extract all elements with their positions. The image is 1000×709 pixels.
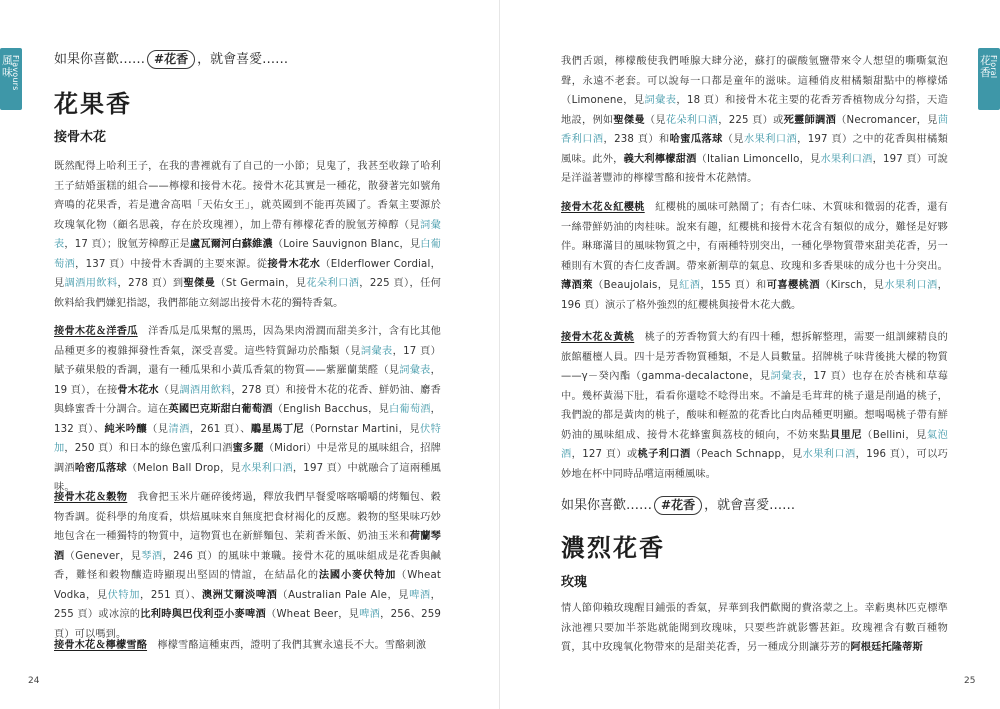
text-run: ，256、259 頁）可以嗎到。 (54, 609, 441, 640)
drink-name: 骨木花水 (117, 384, 159, 396)
text-run: ，17 頁）；脫氫芳樟醇正是 (64, 239, 190, 250)
if-you-like-prompt (54, 48, 288, 69)
text-run: 紅櫻桃的風味可熱鬧了；有杏仁味、木質味和微弱的花香，還有一絲帶鮮奶油的肉桂味。說來有趣，紅櫻桃和接骨木花含有類似的成分，難怪是好夥伴。琳瑯滿目的風味物質之中，有兩種特別突出，一種化學物質帶來甜美花香，另一種則有木質的杏仁皮香調。帶來新割草的氣息、玫瑰和多香果味的成分也十分突出。 (561, 202, 948, 272)
cross-reference-link[interactable]: 伏特加 (107, 589, 141, 601)
drink-name: 聖傑曼 (183, 278, 216, 289)
cross-reference-link[interactable]: 調酒用飲料 (64, 278, 118, 289)
prompt-suffix: ，就會喜愛…… (197, 52, 289, 67)
drink-name: 聖傑曼 (613, 114, 645, 126)
text-run: ，127 頁）或 (571, 449, 638, 460)
drink-name: 薄酒萊 (561, 280, 593, 291)
text-run: （Elderflower Cordial，見 (54, 258, 441, 289)
text-run: 洋香瓜是瓜果幫的黑馬，因為果肉滑潤而甜美多汁，含有比其他品種更多的複雜揮發性香氣，深受喜愛。這些特質歸功於酯類（見 (54, 326, 441, 357)
drink-name: 接骨木花水 (267, 258, 321, 270)
paragraph (561, 599, 948, 658)
cross-reference-link[interactable]: 茴香利口酒 (561, 114, 949, 145)
drink-name: 哈蜜瓜落球 (669, 134, 723, 145)
paragraph (54, 636, 441, 656)
paragraph (54, 488, 441, 644)
text-run: ，19 頁），在接 (54, 365, 441, 396)
text-run: 既然配得上哈利王子，在我的書裡就有了自己的一小節；見鬼了，我甚至收錄了哈利王子結婚蛋糕的組合——檸檬和接骨木花。接骨木花其實是一種花，散發著完如號角齊鳴的花果香，若是遺舍高唱「天佑女王」，就英國到不能再英國了。香氣主要源於玫瑰氧化物（顧名思義，存在於玫瑰裡），加上帶有檸檬花香的脫氫芳樟醇（見 (54, 161, 441, 231)
cross-reference-link[interactable]: 詞彙表 (770, 371, 803, 382)
paragraph (561, 198, 948, 315)
cross-reference-link[interactable]: 詞彙表 (399, 365, 431, 376)
drink-name: 比利時與巴伐利亞小麥啤酒 (140, 609, 266, 620)
text-run: ，196 頁），可以巧妙地在杯中同時品嚐這兩種風味。 (561, 449, 949, 480)
text-run: ，225 頁），任何飲料給我們嫌犯指認，我們都能立刻認出接骨木花的獨特香氣。 (54, 278, 442, 309)
text-run: 檸檬雪酪這種東西，證明了我們其實永遠長不大。雪酪刺激 (147, 640, 427, 651)
cross-reference-link[interactable]: 白葡萄酒 (54, 239, 442, 270)
pairing-heading: 接骨木花＆洋香瓜 (54, 326, 138, 337)
drink-name: 義大利檸檬甜酒 (623, 153, 697, 165)
paragraph (54, 322, 441, 498)
prompt-prefix: 如果你喜歡…… (561, 498, 653, 513)
text-run: ，155 頁）和 (700, 280, 767, 291)
text-run: ，278 頁）到 (117, 278, 184, 289)
drink-name: 盧瓦爾河白蘇維濃 (189, 239, 273, 250)
cross-reference-link[interactable]: 水果利口酒 (884, 280, 938, 291)
pairing-heading: 接骨木花＆黃桃 (561, 332, 635, 343)
text-run: （Bellini，見 (862, 429, 927, 441)
text-run: （Italian Limoncello，見 (696, 153, 821, 165)
cross-reference-link[interactable]: 花朵利口酒 (665, 114, 719, 126)
text-run: （見 (147, 423, 169, 435)
chapter-tab-flavours[interactable] (0, 48, 22, 110)
drink-name: 貝里尼 (829, 429, 863, 441)
cross-reference-link[interactable]: 伏特加 (54, 423, 442, 454)
drink-name: 荷蘭琴酒 (54, 531, 441, 562)
text-run: 我會把玉米片砸碎後烤過，釋放我們早餐愛喀喀嚼嚼的烤麵包、穀物香調。從科學的角度看，烘焙風味來自無度把食材褐化的反應。穀物的堅果味巧妙地包含在一種獨特的物質中，這物質也在新鮮麵包、茉莉香米飯、奶油玉米和 (54, 492, 441, 542)
hashtag-floral: #花香 (654, 496, 702, 515)
cross-reference-link[interactable]: 啤酒 (359, 609, 381, 620)
section-heading: 接骨木花 (54, 130, 107, 145)
text-run: （Peach Schnapp，見 (690, 449, 803, 460)
page-number: 25 (964, 676, 976, 686)
paragraph (561, 52, 948, 189)
cross-reference-link[interactable]: 詞彙表 (54, 219, 441, 250)
drink-name: 鵰星馬丁尼 (250, 423, 305, 435)
paragraph (561, 328, 948, 484)
text-run: 我們舌頭，檸檬酸使我們唾腺大肆分泌，蘇打的碳酸氫鹽帶來令人想望的嘶嘶氣泡聲，永遠不老套。可以說每一口都是童年的滋味。這種俏皮柑橘類甜點中的檸檬烯（Limonene，見 (561, 56, 948, 106)
drink-name: 桃子利口酒 (637, 449, 691, 460)
cross-reference-link[interactable]: 白葡萄酒 (389, 404, 431, 415)
text-run: ，197 頁）之中的花香與柑橘類風味。此外， (561, 134, 948, 165)
text-run: （St Germain，見 (215, 278, 307, 289)
page-title: 花果香 (54, 90, 132, 118)
drink-name: 英國巴克斯甜白葡萄酒 (168, 404, 273, 415)
text-run: ，196 頁）演示了格外強烈的紅櫻桃與接骨木花大戲。 (561, 280, 949, 311)
text-run: （Genever，見 (64, 550, 142, 562)
cross-reference-link[interactable]: 啤酒 (409, 589, 431, 601)
text-run: 情人節仰賴玫瑰醒目鋪張的香氣，昇華到我們歡閱的費洛蒙之上。幸虧奧林匹克標準泳池裡只要加半茶匙就能聞到玫瑰味，只要些許就影響甚鉅。玫瑰裡含有數百種物質，其中玫瑰氧化物帶來的是甜美花香，另一種成分則讓芬芳的 (561, 603, 948, 653)
pairing-heading: 接骨木花＆紅櫻桃 (561, 202, 645, 213)
text-run: （Melon Ball Drop，見 (126, 462, 241, 474)
drink-name: 死靈師調酒 (783, 114, 837, 126)
text-run: （Midori）中是常見的風味組合，招牌調酒 (54, 443, 441, 474)
text-run: （Australian Pale Ale，見 (277, 589, 410, 601)
hashtag-floral: #花香 (147, 50, 195, 69)
cross-reference-link[interactable]: 水果利口酒 (744, 134, 798, 145)
text-run: ，278 頁）和接骨木花的花香、鮮奶油、麝香與蜂蜜香十分調合。這在 (54, 384, 441, 415)
cross-reference-link[interactable]: 水果利口酒 (820, 153, 873, 165)
text-run: ，250 頁）和日本的綠色蜜瓜利口酒 (64, 443, 233, 454)
text-run: ，251 頁）、 (140, 589, 202, 601)
cross-reference-link[interactable]: 清酒 (168, 423, 190, 435)
text-run: （Kirsch，見 (820, 280, 885, 291)
text-run: ，137 頁）中接骨木香調的主要來源。從 (75, 258, 268, 270)
cross-reference-link[interactable]: 琴酒 (141, 550, 163, 562)
paragraph (54, 157, 441, 313)
cross-reference-link[interactable]: 紅酒 (679, 280, 701, 291)
text-run: （Loire Sauvignon Blanc，見 (272, 239, 421, 250)
prompt-suffix: ，就會喜愛…… (704, 498, 796, 513)
drink-name: 純米吟釀 (104, 423, 148, 435)
text-run: ，197 頁）可說是洋溢著豐沛的檸檬雪酪和接骨木花熱情。 (561, 153, 948, 184)
page-title: 濃烈花香 (561, 534, 665, 562)
tab-label-en: Flavours (11, 55, 20, 91)
chapter-tab-floral[interactable] (978, 48, 1000, 110)
text-run: （見 (158, 384, 180, 396)
if-you-like-prompt (561, 494, 795, 515)
drink-name: 可喜櫻桃酒 (766, 280, 821, 291)
cross-reference-link[interactable]: 氣泡酒 (561, 429, 948, 460)
page-number: 24 (28, 676, 40, 686)
prompt-prefix: 如果你喜歡…… (54, 52, 146, 67)
drink-name: 阿根廷托隆蒂斯 (850, 642, 923, 653)
tab-label-zh: 花香 (980, 54, 991, 79)
text-run: （見 (722, 134, 745, 145)
text-run: ，261 頁）、 (189, 423, 251, 435)
text-run: ，238 頁）和 (603, 134, 670, 145)
right-page (500, 0, 1000, 709)
text-run: （Pornstar Martini，見 (304, 423, 421, 435)
tab-label-zh: 風味 (2, 54, 13, 79)
cross-reference-link[interactable]: 調酒用飲料 (179, 384, 232, 396)
section-heading: 玫瑰 (561, 575, 588, 590)
drink-name: 法國小麥伏特加 (318, 570, 397, 581)
text-run: （Beaujolais，見 (593, 280, 680, 291)
text-run: ，17 頁）賦予蘋果般的香調，還有一種瓜果和小黃瓜香氣的物質——紫羅蘭葉醛（見 (54, 345, 441, 376)
cross-reference-link[interactable]: 花朵利口酒 (306, 278, 360, 289)
drink-name: 澳洲艾爾淡啤酒 (201, 589, 278, 601)
text-run: ，225 頁）或 (718, 114, 784, 126)
text-run: ，197 頁）中就融合了這兩種風味。 (54, 462, 441, 493)
text-run: ，17 頁）也存在於杏桃和草莓中。幾杯黃湯下肚，看看你還唸不唸得出來。不論是毛茸茸的桃子還是削過的桃子，我們說的都是黃肉的桃子，酸味和輕盈的花香比白肉品種更明顯。想喝喝桃子帶有鮮奶油的風味組成、接骨木花蜂蜜與荔枝的傾向，不妨來點 (561, 371, 949, 441)
cross-reference-link[interactable]: 水果利口酒 (802, 449, 856, 460)
tab-label-en: Floral (989, 55, 998, 79)
drink-name: 哈密瓜落球 (74, 462, 127, 474)
pairing-heading: 接骨木花＆檸檬雪酪 (54, 640, 148, 651)
cross-reference-link[interactable]: 詞彙表 (360, 345, 393, 357)
text-run: （English Bacchus，見 (272, 404, 389, 415)
drink-name: 蜜多麗 (232, 443, 264, 454)
text-run: ，132 頁）、 (54, 404, 441, 435)
cross-reference-link[interactable]: 詞彙表 (644, 95, 677, 106)
text-run: （Wheat Beer，見 (265, 609, 360, 620)
text-run: ，18 頁）和接骨木花主要的花香芳香植物成分勾搭，天造地設，例如 (561, 95, 949, 126)
text-run: ，255 頁）或冰涼的 (54, 589, 442, 620)
text-run: （見 (644, 114, 666, 126)
text-run: ，246 頁）的風味中兼職。接骨木花的風味組成是花香與鹹香，難怪和穀物釀造時顯現出堅固的情誼，在結晶化的 (54, 550, 441, 581)
cross-reference-link[interactable]: 水果利口酒 (240, 462, 293, 474)
text-run: （Wheat Vodka，見 (54, 570, 441, 601)
pairing-heading: 接骨木花＆穀物 (54, 492, 128, 503)
text-run: 桃子的芳香物質大約有四十種，想拆解整理，需要一組訓練精良的旅館櫃檯人員。四十是芳香物質種類，不是人員數量。招牌桃子味背後挑大樑的物質——γ－癸內酯（gamma-decalactone，見 (561, 332, 948, 382)
text-run: （Necromancer，見 (836, 114, 938, 126)
